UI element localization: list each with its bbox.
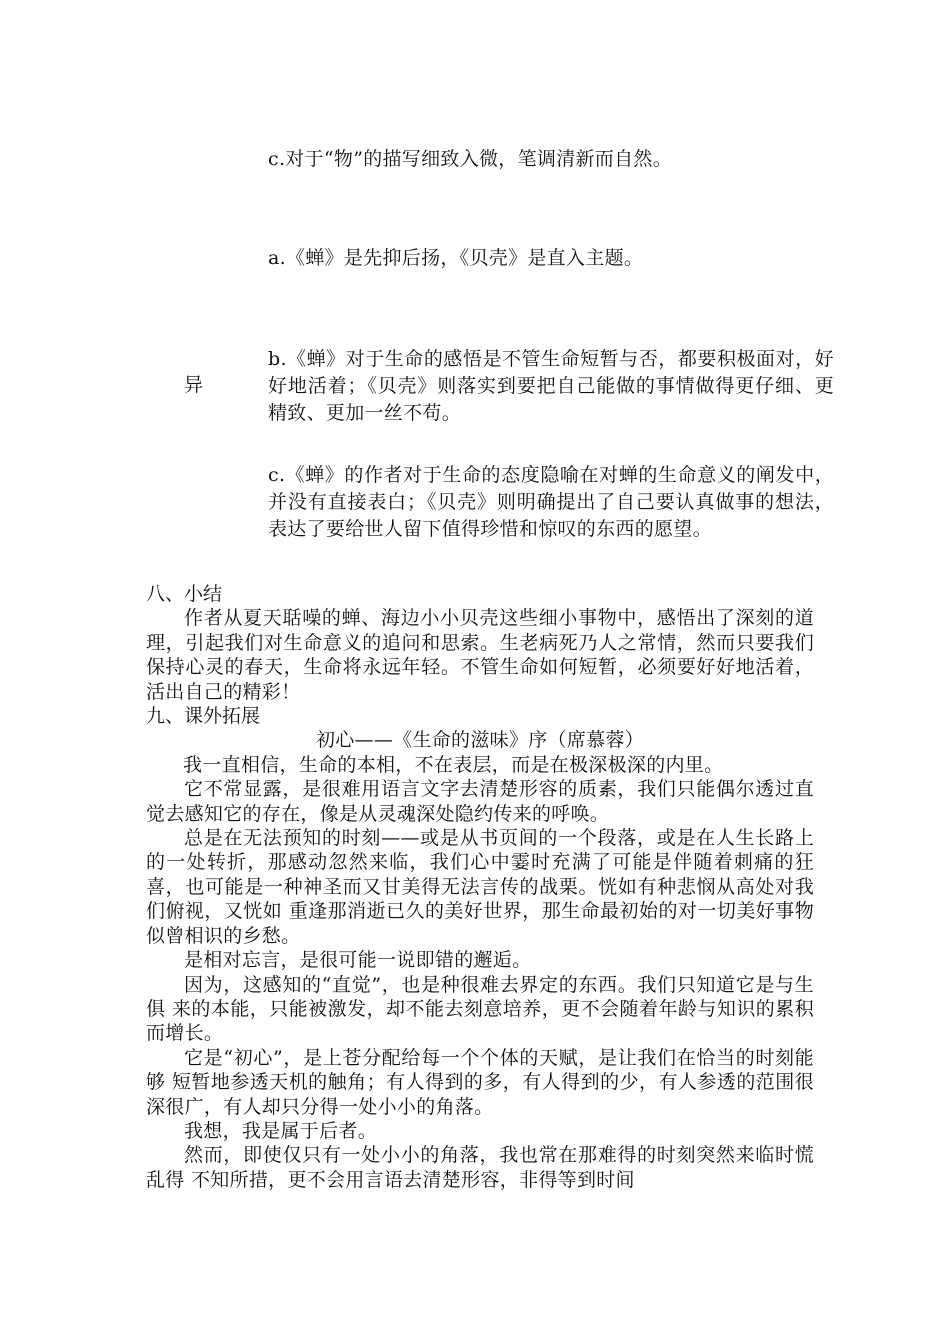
extension-paragraph: 是相对忘言，是很可能一说即错的邂逅。: [184, 949, 532, 972]
extension-paragraph: 它是“初心”，是上苍分配给每一个个体的天赋，是让我们在恰当的时刻能够 短暂地参透天机的触角；有人得到的多，有人得到的少，有人参透的范围很深很广，有人却只分得一处小小的角落。: [146, 1046, 814, 1118]
difference-label: 异: [184, 374, 204, 396]
summary-paragraph: 作者从夏天聒噪的蝉、海边小小贝壳这些细小事物中，感悟出了深刻的道理，引起我们对生命意义的追问和思索。生老病死乃人之常情，然而只要我们保持心灵的春天，生命将永远年轻。不管生命如何短暂，必须要好好地活着，活出自己的精彩！: [146, 607, 814, 703]
body-text: [146, 582, 814, 1192]
difference-item-c: c.《蝉》的作者对于生命的态度隐喻在对蝉的生命意义的阐发中，并没有直接表白；《贝壳》则明确提出了自己要认真做事的想法，表达了要给世人留下值得珍惜和惊叹的东西的愿望。: [268, 464, 834, 540]
difference-item-a: a.《蝉》是先抑后扬，《贝壳》是直入主题。: [268, 247, 644, 269]
extension-paragraph: 总是在无法预知的时刻——或是从书页间的一个段落，或是在人生长路上的一处转折，那感动忽然来临，我们心中霎时充满了可能是伴随着刺痛的狂喜，也可能是一种神圣而又甘美得无法言传的战栗。恍如有种悲悯从高处对我们俯视，又恍如 重逢那消逝已久的美好世界，那生命最初始的对一切美好事物似曾相识的乡愁。: [146, 827, 814, 947]
extension-paragraph: 因为，这感知的“直觉”，也是种很难去界定的东西。我们只知道它是与生俱 来的本能，只能被激发，却不能去刻意培养，更不会随着年龄与知识的累积而增长。: [146, 973, 814, 1045]
extension-paragraph: 我一直相信，生命的本相，不在表层，而是在极深极深的内里。: [183, 753, 724, 776]
extension-paragraph: 我想，我是属于后者。: [184, 1119, 378, 1142]
extension-subtitle: 初心——《生命的滋味》序（席慕蓉）: [315, 729, 645, 752]
extension-paragraph: 然而，即使仅只有一处小小的角落，我也常在那难得的时刻突然来临时慌乱得 不知所措，更不会用言语去清楚形容，非得等到时间: [146, 1144, 814, 1191]
extension-heading: 九、课外拓展: [146, 705, 261, 728]
difference-item-b: b.《蝉》对于生命的感悟是不管生命短暂与否，都要积极面对，好好地活着；《贝壳》则落实到要把自己能做的事情做得更仔细、更精致、更加一丝不苟。: [268, 348, 834, 424]
summary-heading: 八、小结: [146, 583, 223, 605]
similarity-item-c: c.对于“物”的描写细致入微，笔调清新而自然。: [268, 148, 673, 170]
extension-paragraph: 它不常显露，是很难用语言文字去清楚形容的质素，我们只能偶尔透过直觉去感知它的存在，像是从灵魂深处隐约传来的呼唤。: [146, 778, 814, 825]
